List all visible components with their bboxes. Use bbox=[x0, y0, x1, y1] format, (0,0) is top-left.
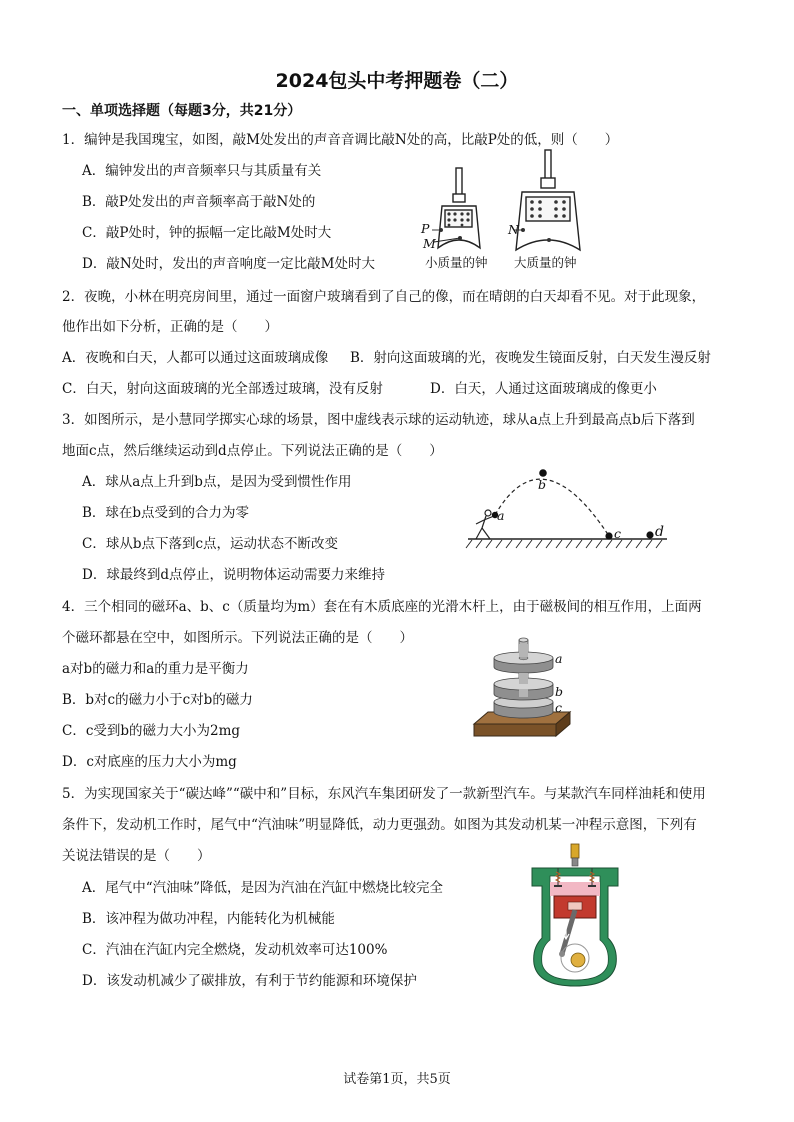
section-heading: 一、单项选择题（每题3分，共21分） bbox=[62, 103, 302, 119]
question-2-option-a: A．夜晚和白天，人都可以通过这面玻璃成像 bbox=[62, 350, 329, 366]
question-5-stem-line1: 5．为实现国家关于“碳达峰”“碳中和”目标，东风汽车集团研发了一款新型汽车。与某款汽车同样油耗和使用 bbox=[62, 786, 706, 802]
point-label-c: c bbox=[614, 526, 622, 541]
large-bell-caption: 大质量的钟 bbox=[514, 255, 577, 270]
question-5-stem-line3: 关说法错误的是（ ） bbox=[62, 848, 211, 864]
question-2-option-b: B．射向这面玻璃的光，夜晚发生镜面反射，白天发生漫反射 bbox=[350, 350, 711, 366]
ball-throw-figure bbox=[462, 462, 687, 552]
page-title: 2024包头中考押题卷（二） bbox=[275, 70, 519, 92]
bell-label-m: M bbox=[423, 236, 436, 251]
point-label-a: a bbox=[497, 508, 505, 523]
ring-label-b: b bbox=[555, 684, 564, 699]
question-4-option-a: a对b的磁力和a的重力是平衡力 bbox=[62, 661, 249, 677]
large-bell bbox=[516, 150, 580, 250]
question-1-option-d: D．敲N处时，发出的声音响度一定比敲M处时大 bbox=[82, 256, 375, 272]
question-1-option-c: C．敲P处时，钟的振幅一定比敲M处时大 bbox=[82, 225, 332, 241]
small-bell-caption: 小质量的钟 bbox=[425, 255, 488, 270]
question-4-stem-line1: 4．三个相同的磁环a、b、c（质量均为m）套在有木质底座的光滑木杆上，由于磁极间的相互作用，上面两 bbox=[62, 599, 702, 615]
question-5-option-b: B．该冲程为做功冲程，内能转化为机械能 bbox=[82, 911, 335, 927]
ball-point-d bbox=[646, 531, 653, 538]
question-3-option-d: D．球最终到d点停止，说明物体运动需要力来维持 bbox=[82, 567, 385, 583]
ball-point-c bbox=[605, 532, 612, 539]
ring-label-a: a bbox=[555, 651, 563, 666]
question-1-option-a: A．编钟发出的声音频率只与其质量有关 bbox=[82, 163, 322, 179]
crankshaft-icon bbox=[571, 953, 585, 967]
question-5-option-a: A．尾气中“汽油味”降低，是因为汽油在汽缸中燃烧比较完全 bbox=[82, 880, 444, 896]
question-2-stem-line2: 他作出如下分析，正确的是（ ） bbox=[62, 319, 278, 335]
question-5-option-d: D．该发动机减少了碳排放，有利于节约能源和环境保护 bbox=[82, 973, 417, 989]
question-3-stem-line1: 3．如图所示，是小慧同学掷实心球的场景，图中虚线表示球的运动轨迹，球从a点上升到最高点b后下落到 bbox=[62, 412, 695, 428]
small-bell bbox=[438, 168, 480, 248]
point-label-b: b bbox=[538, 477, 547, 492]
question-2-option-d: D．白天，人通过这面玻璃成的像更小 bbox=[430, 381, 657, 397]
thrower-figure bbox=[476, 510, 494, 539]
question-3-option-b: B．球在b点受到的合力为零 bbox=[82, 505, 250, 521]
question-4-option-b: B．b对c的磁力小于c对b的磁力 bbox=[62, 692, 253, 708]
question-5-option-c: C．汽油在汽缸内完全燃烧，发动机效率可达100% bbox=[82, 942, 388, 958]
question-4-option-d: D．c对底座的压力大小为mg bbox=[62, 754, 237, 770]
question-1-option-b: B．敲P处发出的声音频率高于敲N处的 bbox=[82, 194, 316, 210]
point-label-d: d bbox=[655, 524, 664, 540]
question-2-stem-line1: 2．夜晚，小林在明亮房间里，通过一面窗户玻璃看到了自己的像，而在晴朗的白天却看不见。对于此现象， bbox=[62, 289, 706, 305]
engine-stroke-figure bbox=[528, 842, 623, 990]
bell-label-n: N bbox=[508, 222, 519, 237]
question-4-stem-line2: 个磁环都悬在空中，如图所示。下列说法正确的是（ ） bbox=[62, 630, 413, 646]
spark-plug-icon bbox=[571, 844, 579, 858]
question-3-option-a: A．球从a点上升到b点，是因为受到惯性作用 bbox=[82, 474, 352, 490]
question-5-stem-line2: 条件下，发动机工作时，尾气中“汽油味”明显降低，动力更强劲。如图为其发动机某一冲程示意图，下列有 bbox=[62, 817, 697, 833]
ball-point-b bbox=[539, 469, 547, 477]
bell-label-p: P bbox=[421, 221, 430, 236]
page-footer: 试卷第1页，共5页 bbox=[343, 1072, 451, 1087]
ring-label-c: c bbox=[555, 700, 563, 715]
question-1-stem: 1．编钟是我国瑰宝，如图，敲M处发出的声音音调比敲N处的高，比敲P处的低，则（ ） bbox=[62, 132, 619, 148]
trajectory-dashed bbox=[495, 479, 609, 536]
question-3-option-c: C．球从b点下落到c点，运动状态不断改变 bbox=[82, 536, 339, 552]
question-2-option-c: C．白天，射向这面玻璃的光全部透过玻璃，没有反射 bbox=[62, 381, 383, 397]
question-3-stem-line2: 地面c点，然后继续运动到d点停止。下列说法正确的是（ ） bbox=[62, 443, 443, 459]
bells-figure bbox=[418, 144, 593, 252]
ground-hatching bbox=[466, 540, 662, 548]
question-4-option-c: C．c受到b的磁力大小为2mg bbox=[62, 723, 241, 739]
